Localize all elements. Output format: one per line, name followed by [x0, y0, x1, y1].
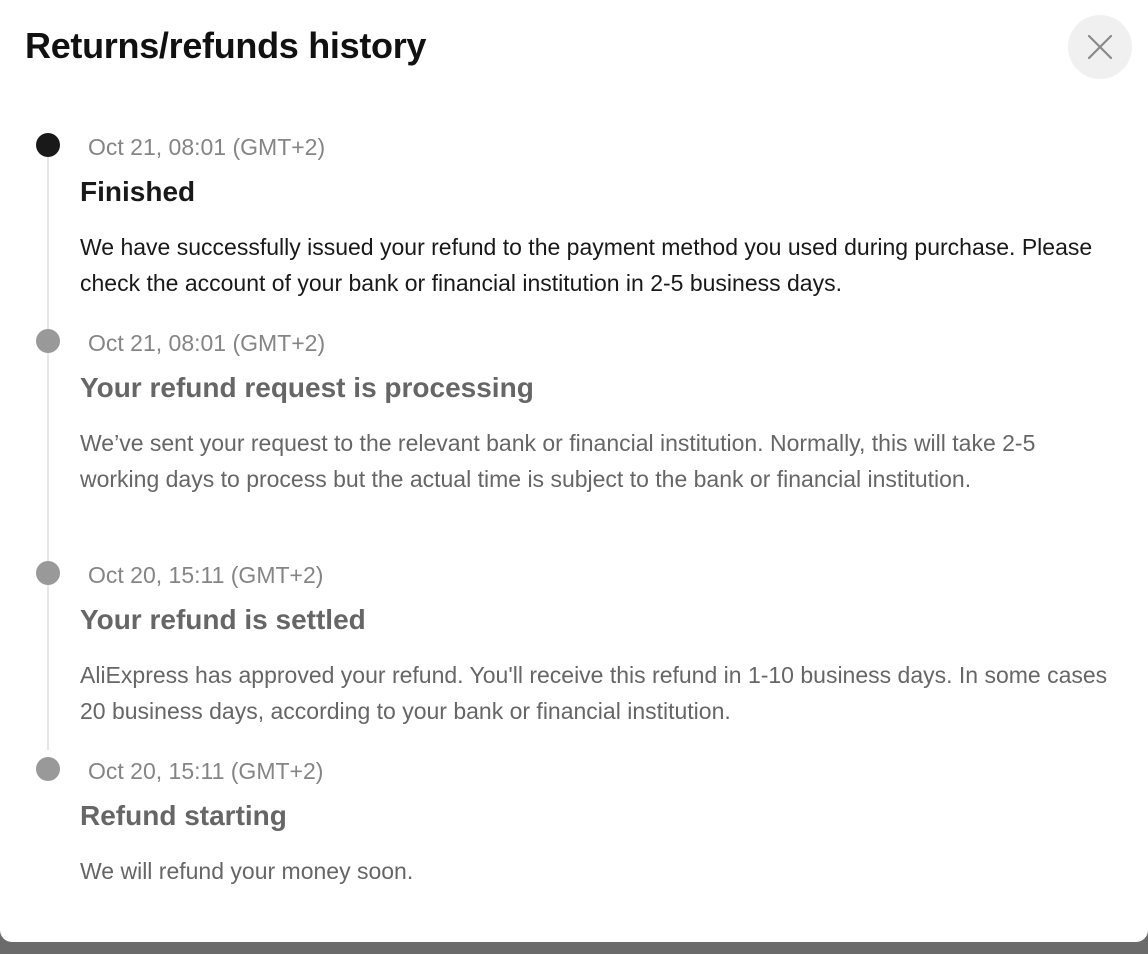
entry-title: Finished: [80, 176, 196, 207]
entry-timestamp: Oct 20, 15:11 (GMT+2): [88, 758, 324, 784]
dialog-title: Returns/refunds history: [25, 25, 427, 66]
timeline-dot-icon: [36, 561, 60, 585]
entry-description: We have successfully issued your refund to the payment method you used during purchase. Please check the account of your bank or financial institution in 2-5 business days.: [80, 234, 1093, 296]
entry-description: We’ve sent your request to the relevant bank or financial institution. Normally, this will take 2-5 working days to process but the actual time is subject to the bank or financial institution.: [80, 430, 1036, 492]
timeline-line: [47, 150, 49, 750]
timeline-dot-icon: [36, 329, 60, 353]
entry-title: Refund starting: [80, 800, 287, 831]
entry-title: Your refund request is processing: [80, 372, 534, 403]
timeline-dot-icon: [36, 133, 60, 157]
entry-timestamp: Oct 20, 15:11 (GMT+2): [88, 562, 324, 588]
entry-timestamp: Oct 21, 08:01 (GMT+2): [88, 330, 326, 356]
entry-title: Your refund is settled: [80, 604, 366, 635]
close-icon: [1087, 34, 1113, 60]
timeline-dot-icon: [36, 757, 60, 781]
close-button[interactable]: [1068, 15, 1132, 79]
entry-timestamp: Oct 21, 08:01 (GMT+2): [88, 134, 326, 160]
entry-description: We will refund your money soon.: [80, 858, 414, 884]
entry-description: AliExpress has approved your refund. You'll receive this refund in 1-10 business days. In some cases 20 business days, according to your bank or financial institution.: [80, 662, 1108, 724]
